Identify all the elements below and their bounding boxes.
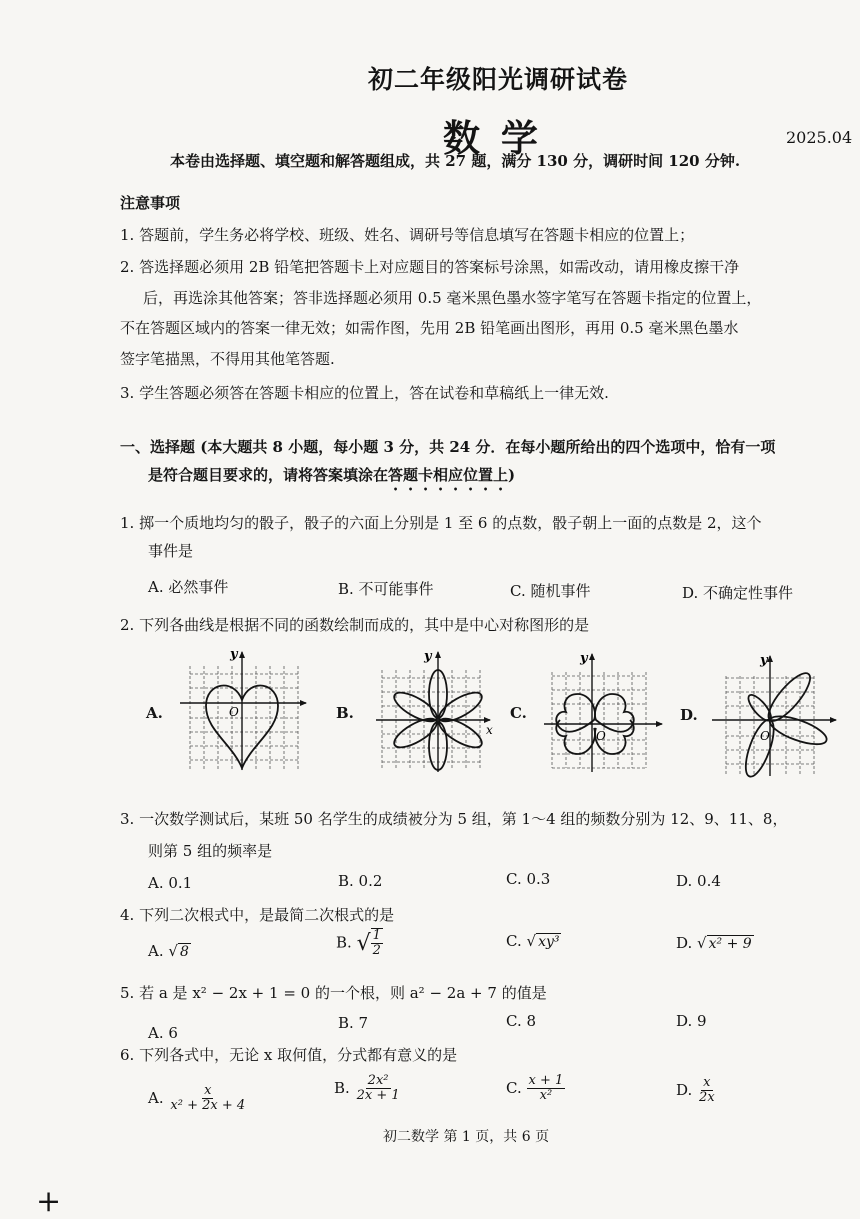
q2-stem: 2. 下列各曲线是根据不同的函数绘制而成的，其中是中心对称图形的是 [120,616,590,634]
q4-d-radicand: x² + 9 [708,936,752,952]
q5-option-b: B. 7 [338,1014,369,1032]
q3-option-a: A. 0.1 [148,874,193,892]
q6-stem: 6. 下列各式中，无论 x 取何值，分式都有意义的是 [120,1046,458,1064]
section-title: 一、选择题 [120,438,196,456]
q4-b-num: 1 [372,928,381,943]
q2-graph-c-clover [540,650,670,774]
q4-a-label: A. [148,942,164,960]
q2-graph-b-flower [372,648,502,774]
q3-stem: 3. 一次数学测试后，某班 50 名学生的成绩被分为 5 组，第 1～4 组的频数分别为 12、9、11、8， [120,810,788,828]
q4-option-d [676,934,754,952]
section-desc-1: (本大题共 8 小题，每小题 3 分，共 24 分．在每小题所给出的四个选项中，恰有一项 [195,438,776,456]
q6-d-num: x [703,1075,711,1090]
q2-label-c: C. [510,704,527,722]
q1-option-a: A. 必然事件 [148,578,229,596]
q5-stem: 5. 若 a 是 x² − 2x + 1 = 0 的一个根，则 a² − 2a + 7 的值是 [120,984,547,1002]
q2-c-y-label: y [580,651,588,666]
q2-a-y-label: y [230,648,238,662]
notice-item-1: 1. 答题前，学生务必将学校、班级、姓名、调研号等信息填写在答题卡相应的位置上； [120,226,695,244]
q5-option-a: A. 6 [148,1024,178,1042]
section-heading [120,436,775,457]
q4-option-a [148,942,191,960]
q6-a-label: A. [148,1088,164,1107]
q2-c-origin-label: O [596,729,606,743]
crop-mark-icon: + [36,1184,62,1219]
q4-option-b [336,928,383,959]
q6-a-fraction [168,1084,247,1114]
q3-option-b: B. 0.2 [338,872,383,890]
q1-option-c: C. 随机事件 [510,582,591,600]
q6-b-label: B. [334,1078,350,1097]
q4-c-label: C. [506,932,522,950]
q6-a-den: x² + 2x + 4 [170,1098,246,1114]
q4-d-label: D. [676,934,693,952]
notice-item-3: 3. 学生答题必须答在答题卡相应的位置上，答在试卷和草稿纸上一律无效. [120,384,609,402]
q6-c-num: x + 1 [528,1073,564,1088]
q6-c-fraction [527,1074,566,1104]
q2-a-origin-label: O [229,705,239,719]
q6-a-num: x [204,1083,212,1098]
q4-b-den: 2 [372,943,381,959]
q4-d-sqrt-icon: √ [697,934,707,952]
q2-graph-a-heart [176,648,312,774]
q6-option-c [506,1074,565,1104]
q1-option-b: B. 不可能事件 [338,580,434,598]
q4-a-sqrt-icon: √ [168,942,178,960]
q2-graph-d-rotated-flower [712,652,842,778]
notice-item-2-cont-1: 后，再选涂其他答案；答非选择题必须用 0.5 毫米黑色墨水签字笔写在答题卡指定的位置上， [143,289,762,307]
q1-stem: 1. 掷一个质地均匀的骰子，骰子的六面上分别是 1 至 6 的点数，骰子朝上一面的点数是 2，这个 [120,514,762,532]
section-desc-2c: ) [508,466,516,484]
q4-b-sqrt-icon: √ [356,930,371,956]
q6-option-b [334,1074,402,1104]
q2-b-x-label: x [486,723,493,737]
q3-option-c: C. 0.3 [506,870,551,888]
q6-d-label: D. [676,1080,693,1099]
q4-stem: 4. 下列二次根式中，是最简二次根式的是 [120,906,395,924]
section-desc-line-2 [148,464,515,494]
q4-c-sqrt-icon: √ [526,932,537,950]
q2-d-y-label: y [760,653,768,668]
q1-stem-cont: 事件是 [148,542,194,560]
notice-item-2: 2. 答选择题必须用 2B 铅笔把答题卡上对应题目的答案标号涂黑，如需改动，请用橡皮擦干净 [120,258,740,276]
q4-a-radicand: 8 [179,944,189,960]
q5-option-d: D. 9 [676,1012,707,1030]
subject-title: 数 学 [443,116,542,160]
q2-d-origin-label: O [760,729,770,743]
q2-label-a: A. [146,704,163,722]
q2-b-y-label: y [424,649,432,664]
q2-label-b: B. [336,704,354,722]
q6-c-label: C. [506,1078,522,1097]
notice-item-2-cont-3: 签字笔描黑，不得用其他笔答题. [120,350,335,368]
exam-title: 初二年级阳光调研试卷 [368,65,629,94]
q1-option-d: D. 不确定性事件 [682,584,794,602]
q6-b-num: 2x² [367,1073,389,1088]
notice-item-2-cont-2: 不在答题区域内的答案一律无效；如需作图，先用 2B 铅笔画出图形，再用 0.5 毫米黑色墨水 [120,319,739,337]
page-footer: 初二数学 第 1 页，共 6 页 [383,1129,550,1145]
section-desc-2a: 是符合题目要求的，请将答案填涂在 [148,466,389,484]
q6-b-den: 2x + 1 [356,1088,400,1104]
q3-option-d: D. 0.4 [676,872,721,890]
q6-b-fraction [355,1074,402,1104]
q4-c-radicand: xy³ [538,934,560,950]
q5-option-c: C. 8 [506,1012,537,1030]
q3-stem-cont: 则第 5 组的频率是 [148,842,273,860]
q6-d-fraction [697,1076,717,1106]
q4-b-label: B. [336,933,352,952]
section-desc-2b: 答题卡相应位置上 [388,466,509,484]
notice-heading: 注意事项 [120,194,181,212]
exam-date: 2025.04 [786,128,853,147]
q6-option-a [148,1084,247,1114]
exam-intro: 本卷由选择题、填空题和解答题组成，共 27 题，满分 130 分，调研时间 120 分钟. [170,152,741,170]
q6-d-den: 2x [699,1090,715,1106]
q6-c-den: x² [539,1088,553,1104]
q4-option-c [506,932,561,950]
q2-label-d: D. [680,706,698,724]
q6-option-d [676,1076,717,1106]
q4-b-fraction [371,928,383,959]
